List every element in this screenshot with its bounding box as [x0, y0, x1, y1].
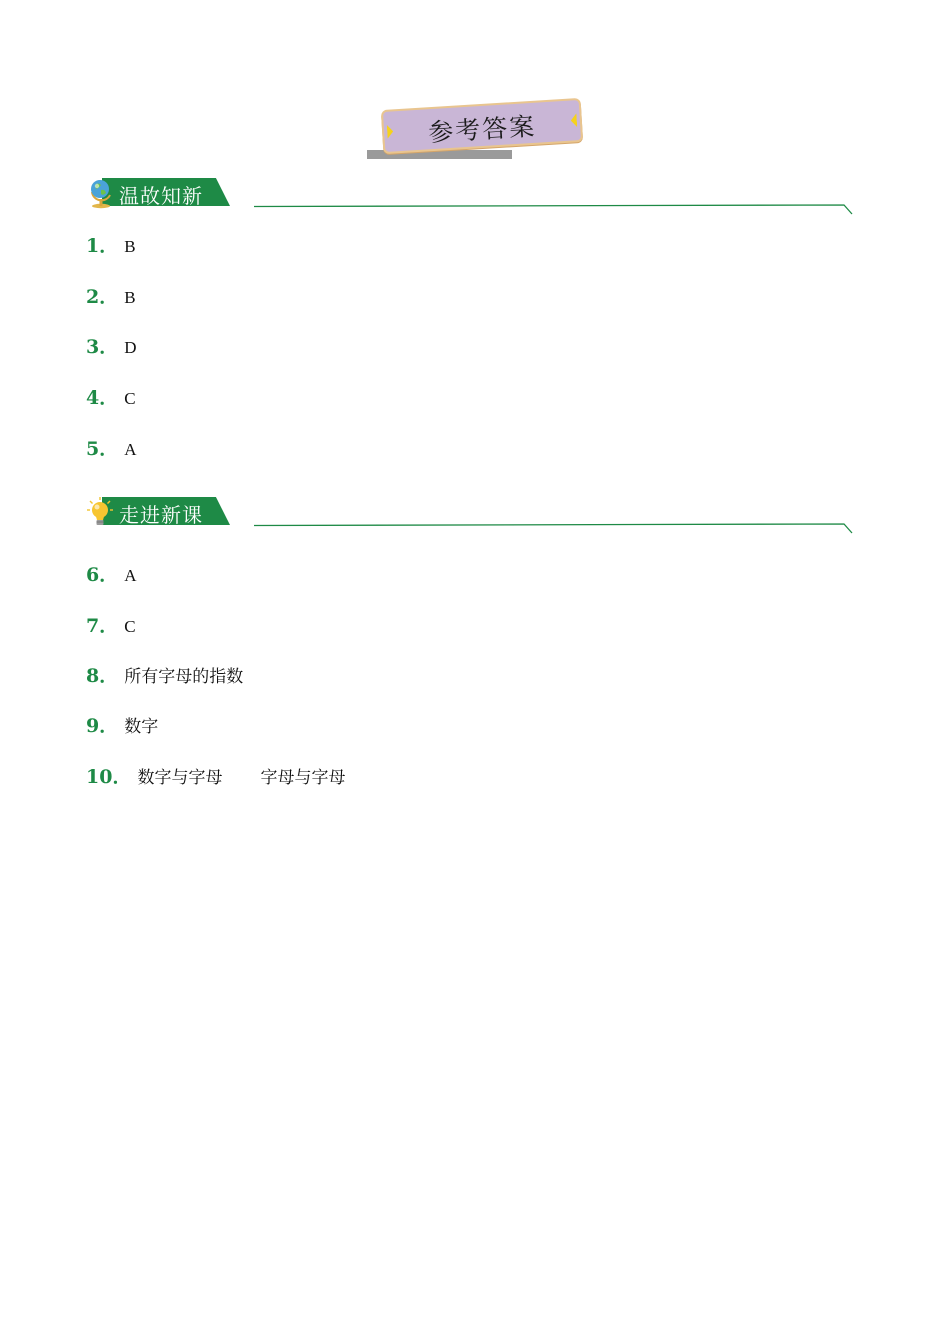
question-number: 2． [86, 286, 119, 308]
answer-text: 所有字母的指数 [124, 667, 244, 686]
answer-text: D [124, 338, 137, 357]
lightbulb-icon [86, 496, 116, 528]
globe-icon [86, 177, 116, 209]
question-number: 10． [86, 766, 132, 788]
answer-text: B [124, 237, 136, 256]
section-tag [86, 497, 232, 525]
page-title: 参考答案 [427, 111, 537, 148]
section-heading-new-lesson: 走进新课 [119, 503, 203, 527]
answer-item [86, 434, 137, 460]
answer-item [86, 332, 137, 358]
section-header-new-lesson [86, 493, 866, 533]
answer-item [86, 282, 136, 308]
question-number: 3． [86, 336, 119, 358]
answer-text: A [124, 440, 137, 459]
section-tag [86, 178, 232, 206]
section-heading-review: 温故知新 [119, 184, 203, 208]
title-plate [381, 98, 583, 154]
question-number: 7． [86, 615, 119, 637]
title-badge [366, 96, 586, 162]
answer-item [86, 711, 158, 737]
answer-text: C [124, 617, 136, 636]
answer-text: 数字 [124, 717, 159, 736]
answer-item [86, 560, 137, 586]
section-divider-line [254, 202, 854, 218]
answer-item [86, 383, 136, 409]
answer-text: A [124, 566, 137, 585]
answer-item [86, 231, 136, 257]
answer-item [86, 661, 243, 687]
question-number: 5． [86, 438, 119, 460]
question-number: 6． [86, 564, 119, 586]
section-header-review [86, 174, 866, 214]
question-number: 8． [86, 665, 119, 687]
answer-item [86, 611, 136, 637]
answer-text: 数字与字母 [137, 768, 223, 787]
answer-text: C [124, 389, 136, 408]
question-number: 9． [86, 715, 119, 737]
section-divider-line [254, 521, 854, 537]
question-number: 1． [86, 235, 119, 257]
question-number: 4． [86, 387, 119, 409]
answer-text-second-blank: 字母与字母 [260, 768, 346, 787]
answer-text: B [124, 288, 136, 307]
answer-item [86, 762, 345, 788]
